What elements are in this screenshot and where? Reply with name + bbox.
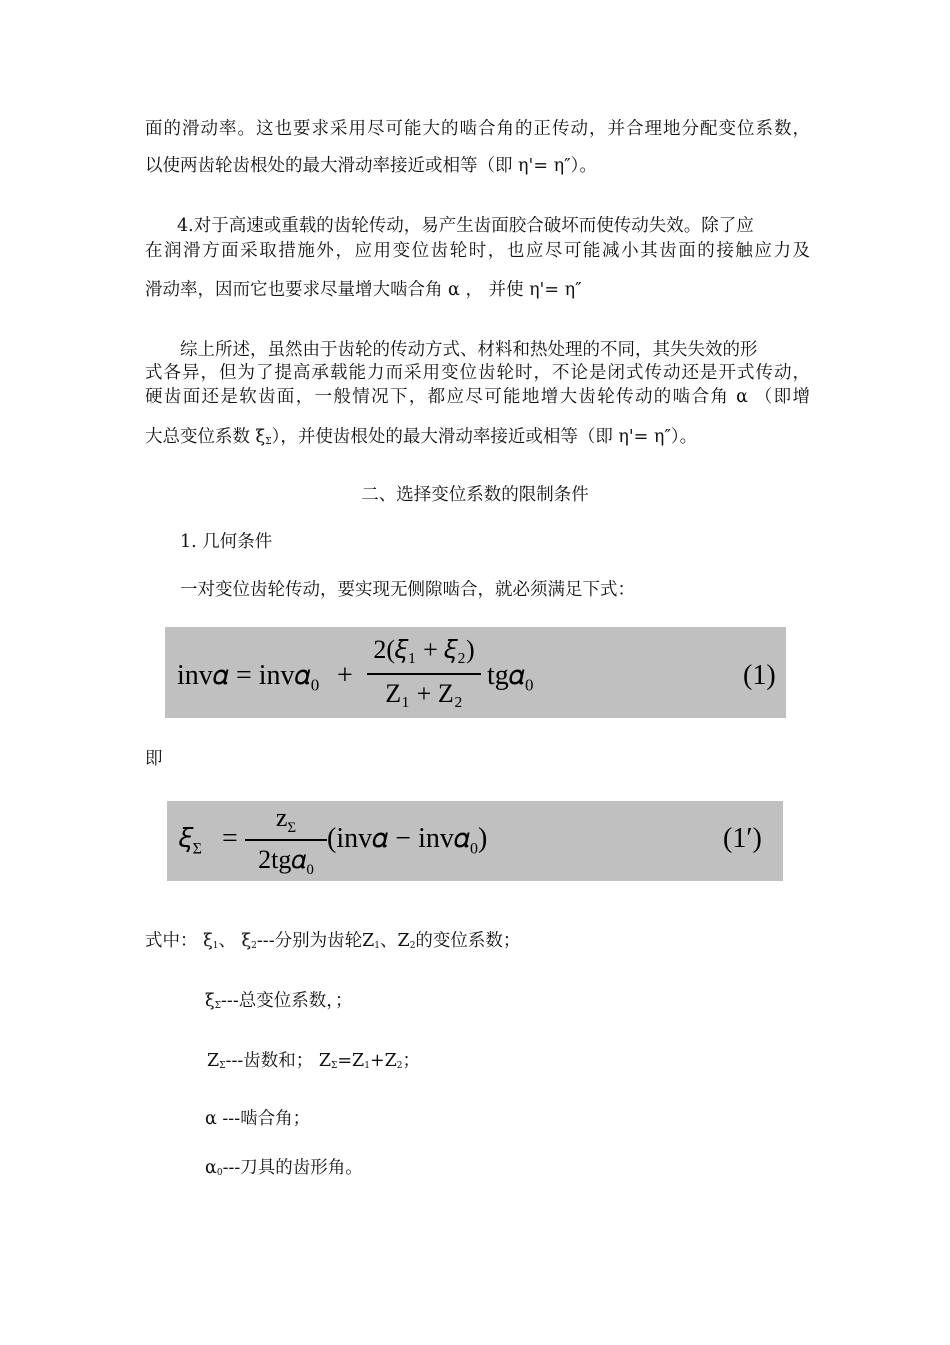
paragraph-line: 式各异，但为了提高承载能力而采用变位齿轮时，不论是闭式传动还是开式传动，	[145, 363, 810, 383]
text: 大总变位系数 ξ	[145, 427, 266, 447]
text: inv𝛼 = inv𝛼	[177, 660, 311, 691]
formula-lhs	[179, 823, 202, 859]
formula-equals: =	[222, 823, 238, 854]
text: 𝜉	[179, 823, 193, 854]
text: 式中： ξ	[145, 931, 213, 951]
text: ξ	[205, 991, 215, 1011]
text: ），并使齿根处的最大滑动率接近或相等（即 η'= η″）。	[271, 427, 698, 447]
paragraph-line: 4.对于高速或重载的齿轮传动，易产生齿面胶合破坏而使传动失效。除了应	[177, 216, 754, 236]
item-heading: 1. 几何条件	[180, 532, 273, 552]
formula-1	[165, 627, 786, 718]
paragraph-line: 面的滑动率。这也要求采用尽可能大的啮合角的正传动，并合理地分配变位系数，	[145, 119, 810, 139]
text: ---分别为齿轮Z	[256, 931, 375, 951]
formula-rhs	[327, 823, 487, 859]
legend-item-xi-sigma	[205, 990, 870, 1017]
text: z	[275, 803, 288, 832]
text: ---总变位系数，；	[221, 991, 353, 1011]
subscript: 0	[310, 675, 320, 695]
subscript: 2	[396, 1061, 403, 1071]
legend-header	[145, 930, 810, 957]
text: 、 ξ	[218, 931, 252, 951]
ji-text: 即	[145, 749, 163, 769]
subscript: Σ	[192, 840, 202, 858]
formula-denominator: Z₁ + Z₂	[385, 679, 463, 708]
text: +Z	[369, 1051, 397, 1071]
subscript: 2	[251, 941, 257, 951]
paragraph-line	[145, 426, 810, 453]
fraction-bar	[367, 673, 481, 675]
legend-item-alpha: α ---啮合角；	[205, 1109, 311, 1129]
subscript: Σ	[214, 1001, 222, 1011]
paragraph-line: 在润滑方面采取措施外，应用变位齿轮时，也应尽可能减小其齿面的接触应力及	[145, 241, 810, 261]
legend-item-z-sigma	[207, 1050, 872, 1077]
text: 的变位系数；	[415, 931, 521, 951]
paragraph-line: 综上所述，虽然由于齿轮的传动方式、材料和热处理的不同，其失失效的形	[180, 340, 758, 360]
paragraph-line: 以使两齿轮齿根处的最大滑动率接近或相等（即 η'= η″）。	[145, 156, 597, 176]
paragraph-line: 滑动率，因而它也要求尽量增大啮合角 α ， 并使 η'= η″	[145, 280, 582, 300]
subscript: 1	[364, 1061, 370, 1071]
formula-denominator	[245, 845, 327, 879]
paragraph-line: 硬齿面还是软齿面，一般情况下，都应尽可能地增大齿轮传动的啮合角 α （即增	[145, 387, 810, 407]
text: =Z	[337, 1051, 365, 1071]
text: 、Z	[380, 931, 410, 951]
formula-label: (1)	[743, 660, 776, 691]
text: ---刀具的齿形角。	[222, 1158, 363, 1178]
formula-label: (1′)	[723, 823, 762, 854]
formula-numerator	[245, 803, 327, 837]
subscript: 0	[306, 862, 314, 879]
text: tg𝛼	[487, 660, 525, 691]
formula-plus: +	[337, 660, 353, 691]
formula-lhs	[177, 660, 319, 696]
section-heading: 二、选择变位系数的限制条件	[361, 485, 589, 505]
text: )	[478, 823, 488, 854]
subscript: 2	[409, 941, 416, 951]
subscript: 1	[212, 941, 219, 951]
text: ；	[402, 1051, 421, 1071]
text: (inv𝛼 − inv𝛼	[327, 823, 471, 854]
formula-2	[167, 801, 783, 881]
subscript: 0	[470, 840, 479, 858]
text: 2tg𝛼	[258, 845, 307, 874]
subscript: Σ	[287, 820, 297, 837]
fraction-bar	[245, 839, 327, 841]
subscript: 1	[374, 941, 381, 951]
legend-item-alpha0	[205, 1157, 870, 1184]
formula-tail	[487, 660, 533, 696]
text: ---齿数和； Z	[225, 1051, 332, 1071]
intro-text: 一对变位齿轮传动，要实现无侧隙啮合，就必须满足下式：	[180, 580, 635, 600]
subscript: Σ	[265, 437, 272, 447]
subscript: Σ	[219, 1061, 226, 1071]
formula-numerator: 2(𝜉₁ + 𝜉₂)	[373, 635, 475, 664]
subscript: 0	[216, 1168, 223, 1178]
subscript: 0	[524, 675, 534, 695]
subscript: Σ	[331, 1061, 338, 1071]
text: α	[205, 1158, 217, 1178]
text: Z	[207, 1051, 220, 1071]
